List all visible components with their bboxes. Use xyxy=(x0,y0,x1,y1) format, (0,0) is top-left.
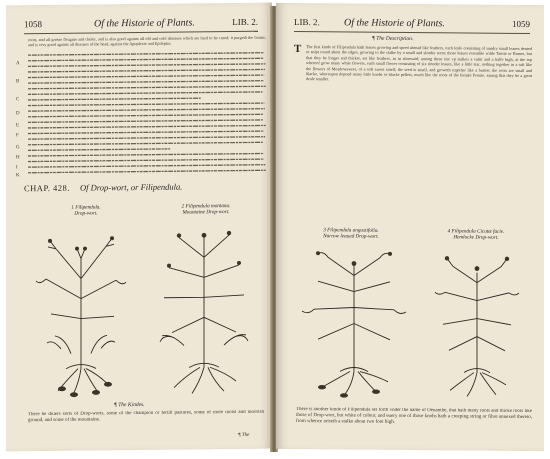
text-line xyxy=(28,131,264,133)
text-line xyxy=(28,81,264,83)
left-page-number: 1058 xyxy=(24,19,42,30)
kinds-heading: ¶ The Kindes. xyxy=(114,401,145,409)
text-line xyxy=(28,114,263,116)
right-page-number: 1059 xyxy=(512,18,530,30)
chapter-number: CHAP. 428. xyxy=(24,182,70,194)
text-line xyxy=(28,103,264,105)
woodcut-mountain-dropwort-illustration xyxy=(144,217,264,398)
text-line xyxy=(28,149,170,150)
text-line xyxy=(28,165,265,167)
figure-2-common-name: Mountaine Drop-wort. xyxy=(182,209,230,216)
left-running-title: Of the Historie of Plants. xyxy=(94,17,195,30)
text-line xyxy=(28,153,264,155)
text-line xyxy=(28,137,265,139)
figure-4-latin-name: 4 Filipendula Cicutæ facie. xyxy=(447,228,505,235)
figure-2-caption xyxy=(156,203,256,216)
left-page xyxy=(6,3,272,452)
right-book-label: LIB. 2. xyxy=(294,16,320,28)
left-margin-letter-b: B xyxy=(16,79,20,85)
text-line xyxy=(28,92,262,94)
right-running-title: Of the Historie of Plants. xyxy=(344,17,445,30)
chapter-title: Of Drop-wort, or Filipendula. xyxy=(79,181,183,193)
left-margin-letter-e: E xyxy=(16,123,20,129)
open-book-spread xyxy=(6,4,544,454)
right-foot-text: There is another kinde of Filipendula set forth vnder the name of Oenanthe, that hath many roots and thicke roots like those of Drop-wort, but white of colour, and euery one of those knobs hath a creeping string or fibre annexed thereto, from whence ariseth a stalke about two foot high. xyxy=(296,407,532,425)
figure-2-latin-name: 2 Filipendula montana. xyxy=(181,203,231,210)
figure-4-caption xyxy=(426,228,526,241)
left-margin-letter-k: K xyxy=(16,173,20,179)
left-margin-letter-a: A xyxy=(16,61,20,67)
left-running-header xyxy=(24,17,258,34)
text-line xyxy=(28,159,264,161)
right-running-header xyxy=(294,17,530,34)
left-margin-letter-i: I xyxy=(16,165,18,171)
text-line xyxy=(28,120,263,122)
text-line xyxy=(28,69,265,71)
text-line xyxy=(28,125,266,127)
left-catchword: ¶ The xyxy=(238,432,250,438)
text-line xyxy=(28,64,266,66)
figure-3-common-name: Narrow leaued Drop-wort. xyxy=(323,233,379,240)
figure-4-common-name: Hemlocke Drop-wort. xyxy=(453,234,499,241)
text-line xyxy=(28,109,265,111)
woodcut-narrow-leaved-dropwort-illustration xyxy=(292,241,416,402)
chapter-heading xyxy=(24,182,182,194)
left-body-text-lines xyxy=(28,51,266,179)
text-line xyxy=(28,53,264,55)
woodcut-hemlock-dropwort-illustration xyxy=(422,242,532,403)
left-margin-letter-h: H xyxy=(16,155,20,161)
text-line xyxy=(28,75,264,77)
figure-3-caption xyxy=(296,227,406,240)
text-line xyxy=(28,86,266,88)
right-body-text-lines xyxy=(296,83,532,215)
kinds-text: There be diuers sorts of Drop-worts, some of the champion or fertill pastures, some of more moist and moorish ground, and some of the mountaine. xyxy=(28,409,264,424)
text-line xyxy=(28,58,264,60)
description-heading: ¶ The Description. xyxy=(372,35,414,43)
left-margin-letter-g: G xyxy=(16,145,20,151)
left-margin-letter-d: D xyxy=(16,111,20,117)
left-margin-letter-c: C xyxy=(16,97,20,103)
left-body-intro: roots, and all grosse fleagme and choler, and is also good against all old and cold diseases which are hard to be cured; it purgeth the braine, and is very good against all diseases of the head, against the Apoplexie and Epilepsie. xyxy=(28,34,266,48)
figure-3-latin-name: 3 Filipendula angustifolia. xyxy=(323,227,379,234)
figure-1-latin-name: 1 Filipendula. xyxy=(71,204,101,211)
left-margin-letter-f: F xyxy=(16,133,19,139)
left-book-label: LIB. 2. xyxy=(232,16,258,28)
drop-cap-initial: T xyxy=(294,42,302,56)
text-line xyxy=(28,98,201,100)
right-page xyxy=(276,3,544,451)
woodcut-dropwort-illustration xyxy=(26,218,136,399)
text-line xyxy=(28,142,263,144)
figure-1-caption xyxy=(46,204,126,217)
figure-1-common-name: Drop-wort. xyxy=(74,210,98,217)
text-line xyxy=(28,170,266,172)
description-text: The first kinde of Filipendula hath leaues growing and spred abroad like feathers, each leafe consisting of sundry small leaues dented or snipt round about the edges, growing to the stalke by a small and slender stem; those leaues resemble wilde Tansie or Burnet, but that they be longer and thicker, set like feathers, as in aforesaid; among these rise vp stalkes a cubit and a halfe high, at the top whereof grow many white flowers, each small flower consisting of six slender leaues, like a little star, nothing together in a tuft like the flowers of Meadowsweet, of a soft sweet smell; the seed is small, and groweth together like a button; the roots are small and blacke, whereupon depend many little knobs or blacke pellets, much like the roots of the female Peonie, sauing that they be a great deale smaller. xyxy=(306,44,532,82)
